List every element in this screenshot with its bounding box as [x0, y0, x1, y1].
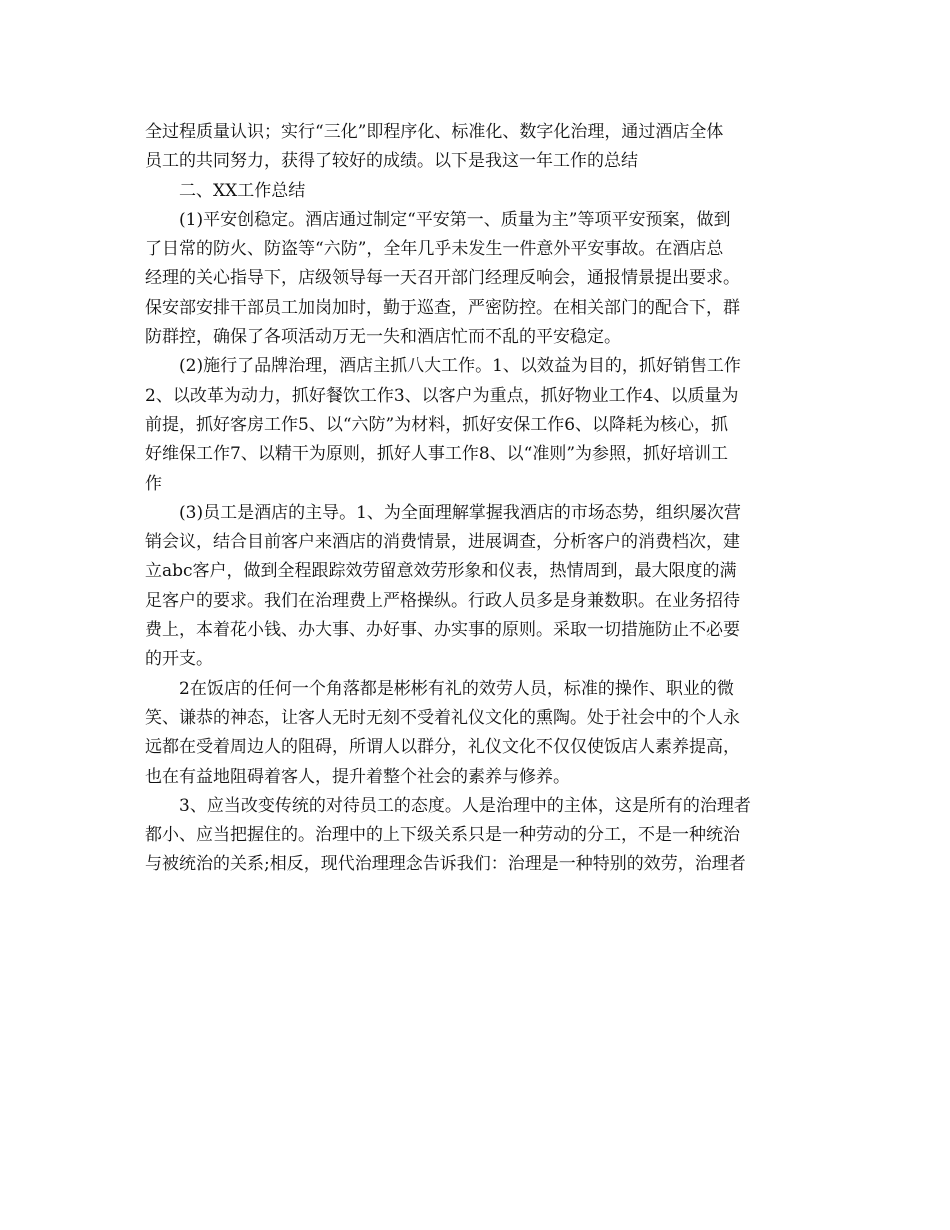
text-line: 销会议，结合目前客户来酒店的消费情景，进展调查，分析客户的消费档次，建: [145, 532, 740, 553]
text-line: 全过程质量认识；实行“三化”即程序化、标准化、数字化治理，通过酒店全体: [145, 122, 724, 142]
text-line: 了日常的防火、防盗等“六防”，全年几乎未发生一件意外平安事故。在酒店总: [145, 239, 724, 260]
text-line: 2在饭店的任何一个角落都是彬彬有礼的效劳人员，标准的操作、职业的微: [179, 678, 734, 699]
text-line: 足客户的要求。我们在治理费上严格操纵。行政人员多是身兼数职。在业务招待: [145, 590, 740, 611]
text-line: 3、应当改变传统的对待员工的态度。人是治理中的主体，这是所有的治理者: [179, 795, 751, 816]
text-line: 员工的共同努力，获得了较好的成绩。以下是我这一年工作的总结: [145, 151, 638, 172]
text-line: 保安部安排干部员工加岗加时，勤于巡查，严密防控。在相关部门的配合下，群: [145, 297, 740, 318]
text-line: 作: [145, 473, 162, 494]
text-line: (1)平安创稳定。酒店通过制定“平安第一、质量为主”等项平安预案，做到: [179, 209, 731, 230]
text-line: 防群控，确保了各项活动万无一失和酒店忙而不乱的平安稳定。: [145, 327, 621, 348]
text-line: 远都在受着周边人的阻碍，所谓人以群分，礼仪文化不仅仅使饭店人素养提高，: [145, 737, 740, 758]
text-line: 前提，抓好客房工作5、以“六防”为材料，抓好安保工作6、以降耗为核心，抓: [145, 414, 729, 435]
text-line: 2、以改革为动力，抓好餐饮工作3、以客户为重点，抓好物业工作4、以质量为: [145, 385, 739, 406]
text-line: 立abc客户，做到全程跟踪效劳留意效劳形象和仪表，热情周到，最大限度的满: [145, 561, 737, 582]
text-line: (2)施行了品牌治理，酒店主抓八大工作。1、以效益为目的，抓好销售工作: [179, 356, 741, 377]
text-line: 费上，本着花小钱、办大事、办好事、办实事的原则。采取一切措施防止不必要: [145, 620, 740, 641]
text-line: 经理的关心指导下，店级领导每一天召开部门经理反响会，通报情景提出要求。: [145, 268, 740, 289]
text-line: 也在有益地阻碍着客人，提升着整个社会的素养与修养。: [145, 766, 570, 787]
document-body: [145, 118, 805, 880]
text-line: 好维保工作7、以精干为原则，抓好人事工作8、以“准则”为参照，抓好培训工: [145, 444, 729, 465]
text-line: 的开支。: [145, 649, 213, 670]
text-line: (3)员工是酒店的主导。1、为全面理解掌握我酒店的市场态势，组织屡次营: [179, 502, 741, 523]
text-line: 笑、谦恭的神态，让客人无时无刻不受着礼仪文化的熏陶。处于社会中的个人永: [145, 707, 740, 728]
text-line: 都小、应当把握住的。治理中的上下级关系只是一种劳动的分工，不是一种统治: [145, 825, 740, 846]
text-line: 与被统治的关系;相反，现代治理理念告诉我们：治理是一种特别的效劳，治理者: [145, 854, 746, 875]
section-heading: 二、XX工作总结: [179, 180, 306, 201]
